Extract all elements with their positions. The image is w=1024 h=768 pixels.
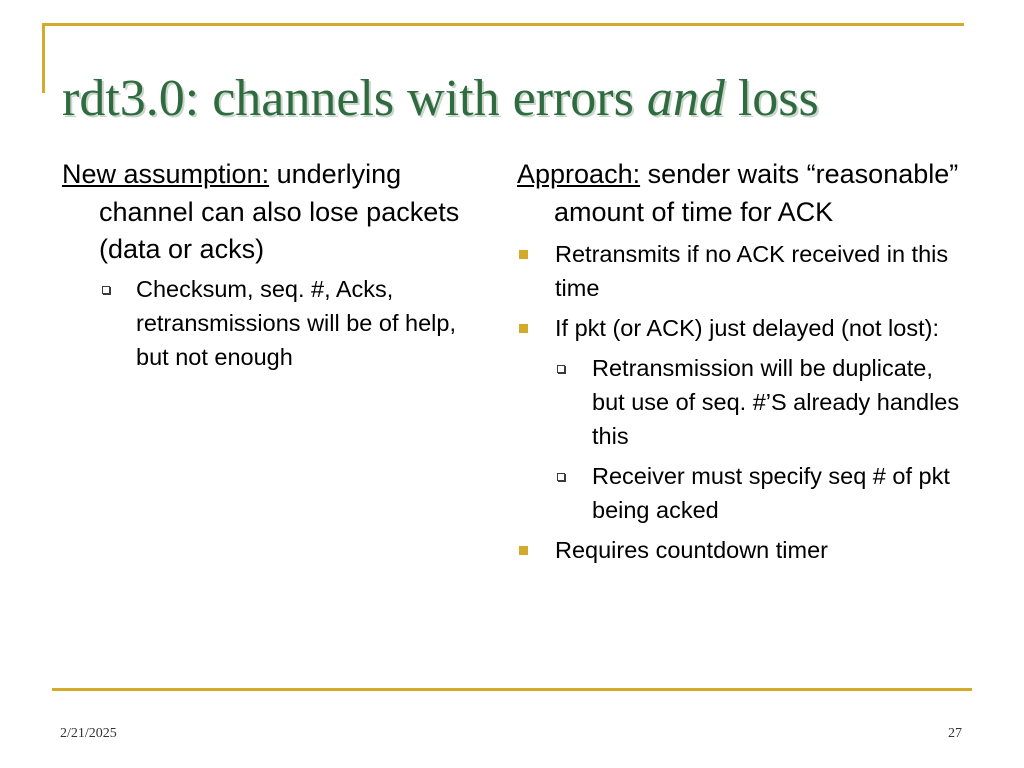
- top-rule: [42, 23, 964, 26]
- bullet-text: Requires countdown timer: [555, 537, 828, 563]
- square-bullet-icon: [519, 250, 528, 259]
- approach-text: sender waits “reasonable” amount of time for ACK: [554, 159, 959, 227]
- slide-title: [62, 64, 819, 134]
- sub-bullet-receiver: [517, 459, 967, 527]
- right-column: [517, 156, 967, 567]
- assumption-sub-item: [62, 272, 462, 374]
- sub-item-text: Checksum, seq. #, Acks, retransmissions will be of help, but not enough: [136, 275, 456, 370]
- bullet-retransmits: [517, 237, 967, 305]
- title-italic: and: [646, 70, 725, 127]
- sub-bullet-text: Retransmission will be duplicate, but use of seq. #’S already handles this: [592, 355, 960, 449]
- hollow-square-bullet-icon: [557, 365, 565, 373]
- square-bullet-icon: [519, 546, 528, 555]
- bullet-text: If pkt (or ACK) just delayed (not lost):: [555, 315, 939, 341]
- title-part-1: rdt3.0: channels with errors: [62, 70, 647, 127]
- sub-bullet-text: Receiver must specify seq # of pkt being acked: [592, 463, 950, 523]
- title-part-2: loss: [724, 70, 819, 127]
- bullet-timer: [517, 533, 967, 567]
- bullet-text: Retransmits if no ACK received in this time: [555, 241, 949, 301]
- assumption-text: underlying channel can also lose packets (data or acks): [99, 159, 460, 264]
- sub-bullet-duplicate: [517, 351, 967, 453]
- assumption-label: New assumption:: [62, 159, 270, 189]
- page-number: 27: [948, 726, 962, 741]
- approach-label: Approach:: [517, 159, 641, 189]
- square-bullet-icon: [519, 324, 528, 333]
- footer-date: 2/21/2025: [60, 726, 117, 741]
- bottom-rule: [52, 688, 972, 691]
- hollow-square-bullet-icon: [557, 473, 565, 481]
- hollow-square-bullet-icon: [102, 286, 110, 294]
- left-rule: [42, 23, 45, 93]
- assumption-paragraph: [62, 156, 462, 269]
- bullet-delayed: [517, 311, 967, 345]
- left-column: [62, 156, 462, 374]
- approach-paragraph: [517, 156, 967, 231]
